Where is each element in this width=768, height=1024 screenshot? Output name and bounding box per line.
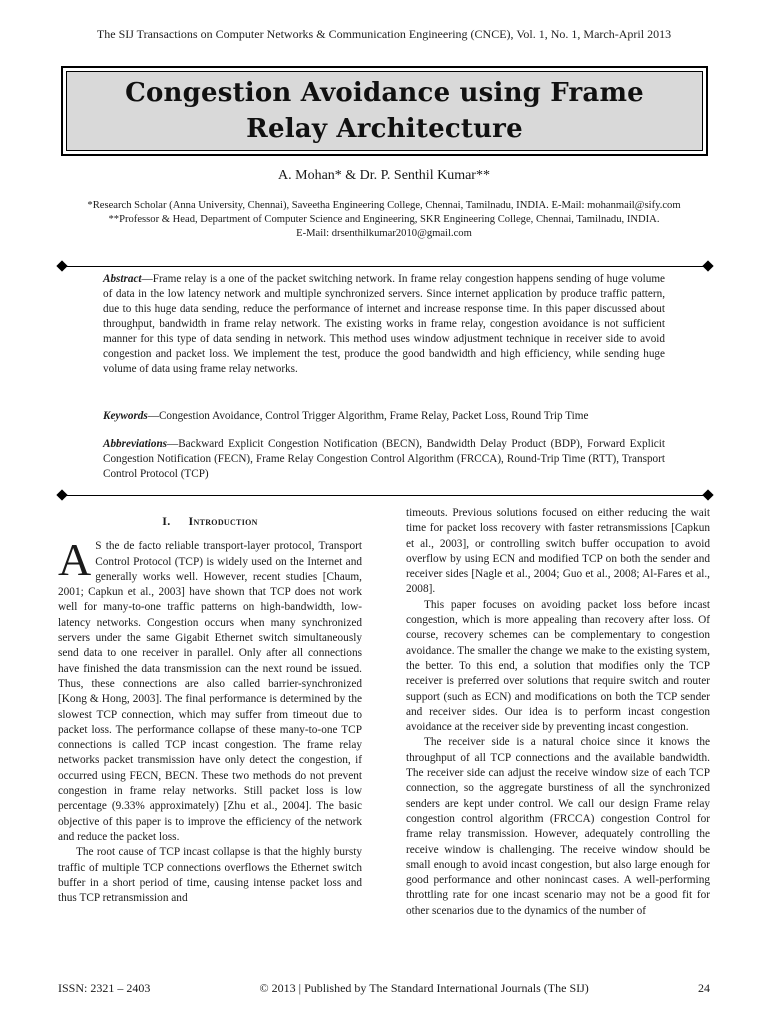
drop-cap: A: [58, 534, 92, 586]
title-line-1: Congestion Avoidance using Frame: [125, 78, 644, 108]
footer-publisher: © 2013 | Published by The Standard International Journals (The SIJ): [259, 981, 589, 995]
abstract-text: —Frame relay is a one of the packet switching network. In frame relay congestion happens sending of huge volume of data in the low latency network and multiple synchronized servers. Since internet application by produce traffic pattern, due to this huge data sending, reduce the performance of internet and increase response time. In this paper discussed about throughput, bandwidth in frame relay network. The existing works in frame relay, congestion avoidance is not sufficient manner for this type of data sending in network. This method uses window adjustment technique in receiver side to avoid congestion and packet loss. We implement the test, produce the good bandwidth and high efficiency, while sending huge volume of data using frame relay networks.: [103, 273, 665, 375]
abstract: [103, 272, 665, 377]
paragraph: The receiver side is a natural choice since it knows the throughput of all TCP connections and the available bandwidth. The receiver side can adjust the receive window size of each TCP connection, so the aggregate burstiness of all the synchronized senders are kept under control. We call our design Frame relay congestion control algorithm (FRCCA) congestion Control for frame relay transmission. However, adequately controlling the receive window is challenging. The receive window should be small enough to avoid incast congestion, but also large enough for good performance and other nonincast cases. A well-performing throttling rate for one incast scenario may not be a good fit for other scenarios due to the dynamics of the number of: [406, 736, 710, 917]
right-column: [406, 506, 710, 919]
running-header: The SIJ Transactions on Computer Networks & Communication Engineering (CNCE), Vol. 1, No. 1, March-April 2013: [96, 27, 672, 41]
title-panel: [66, 71, 703, 151]
footer-issn: ISSN: 2321 – 2403: [58, 981, 151, 995]
affiliation-2: **Professor & Head, Department of Computer Science and Engineering, SKR Engineering College, Chennai, Tamilnadu, INDIA.: [108, 214, 660, 225]
left-column: [58, 506, 362, 906]
keywords: [103, 409, 665, 424]
paragraph: The root cause of TCP incast collapse is that the highly bursty traffic of multiple TCP connections overflows the Ethernet switch buffer in a short period of time, causing intense packet loss and thus TCP retransmission and: [58, 846, 362, 905]
title-line-2: Relay Architecture: [246, 114, 523, 144]
keywords-text: —Congestion Avoidance, Control Trigger Algorithm, Frame Relay, Packet Loss, Round Trip Time: [147, 410, 589, 422]
paragraph: [58, 534, 362, 845]
paragraph: This paper focuses on avoiding packet loss before incast congestion, which is more appealing than recovery after loss. Of course, recovery schemes can be complementary to congestion avoidance. The smaller the change we make to the existing system, the better. To this end, a solution that modifies only the TCP receiver is preferred over solutions that require switch and router support (such as ECN) and modifications on both the TCP sender and receiver sides. Our idea is to perform incast congestion avoidance at the receiver side by preventing incast congestion.: [406, 598, 710, 734]
paragraph-text: S the de facto reliable transport-layer protocol, Transport Control Protocol (TCP) is widely used on the Internet and generally works well. However, recent studies [Chaum, 2001; Capkun et al., 2003] have shown that TCP does not work well for many-to-one traffic patterns on high-bandwidth, low-latency networks. Congestion occurs when many synchronized servers under the same Gigabit Ethernet switch simultaneously send data to one receiver in parallel. Only after all connections have finished the data transmission can the next round be issued. Thus, these connections are also called barrier-synchronized [Kong & Hong, 2003]. The final performance is determined by the slowest TCP connection, which may suffer from timeout due to packet loss. The performance collapse of these many-to-one TCP connections is called TCP incast congestion. The frame relay networks packet transmission have only detect the congestion, if occurred using FECN, BECN. These two methods do not prevent congestion in frame relay networks. Still packet loss is low percentage (9.33% approximately) [Zhu et al., 2004]. The basic objective of this paper is to improve the efficiency of the network and reduce the packet loss.: [58, 540, 362, 843]
diamond-ornament-icon: [56, 260, 67, 271]
section-number: I.: [162, 514, 171, 528]
title-box: [61, 66, 708, 156]
paper-title: [125, 75, 644, 147]
diamond-ornament-icon: [702, 489, 713, 500]
abbreviations: [103, 437, 665, 482]
abbreviations-text: —Backward Explicit Congestion Notification (BECN), Bandwidth Delay Product (BDP), Forward Explicit Congestion Notification (FECN), Frame Relay Congestion Control Algorithm (FRCCA), Round-Trip Time (RTT), Transport Control Protocol (TCP): [103, 438, 665, 480]
diamond-ornament-icon: [702, 260, 713, 271]
affiliation-3: E-Mail: drsenthilkumar2010@gmail.com: [296, 228, 472, 239]
page-number: 24: [698, 981, 710, 995]
keywords-label: Keywords: [103, 410, 148, 422]
diamond-ornament-icon: [56, 489, 67, 500]
section-heading: [58, 514, 362, 529]
section-title: Introduction: [188, 514, 258, 528]
abstract-label: Abstract: [103, 273, 142, 285]
divider-bottom: [62, 495, 708, 496]
divider-top: [62, 266, 708, 267]
paragraph: timeouts. Previous solutions focused on either reducing the wait time for packet loss recovery with faster retransmissions [Capkun et al., 2003], or controlling switch buffer occupation to avoid overflow by using ECN and modified TCP on both the sender and receiver sides [Nagle et al., 2004; Guo et al., 2008; Al-Fares et al., 2008].: [406, 507, 710, 596]
abbreviations-label: Abbreviations: [103, 438, 168, 450]
authors: A. Mohan* & Dr. P. Senthil Kumar**: [278, 168, 490, 183]
affiliation-1: *Research Scholar (Anna University, Chennai), Saveetha Engineering College, Chennai, Tamilnadu, INDIA. E-Mail: mohanmail@sify.com: [87, 200, 681, 211]
footer: [58, 981, 710, 996]
